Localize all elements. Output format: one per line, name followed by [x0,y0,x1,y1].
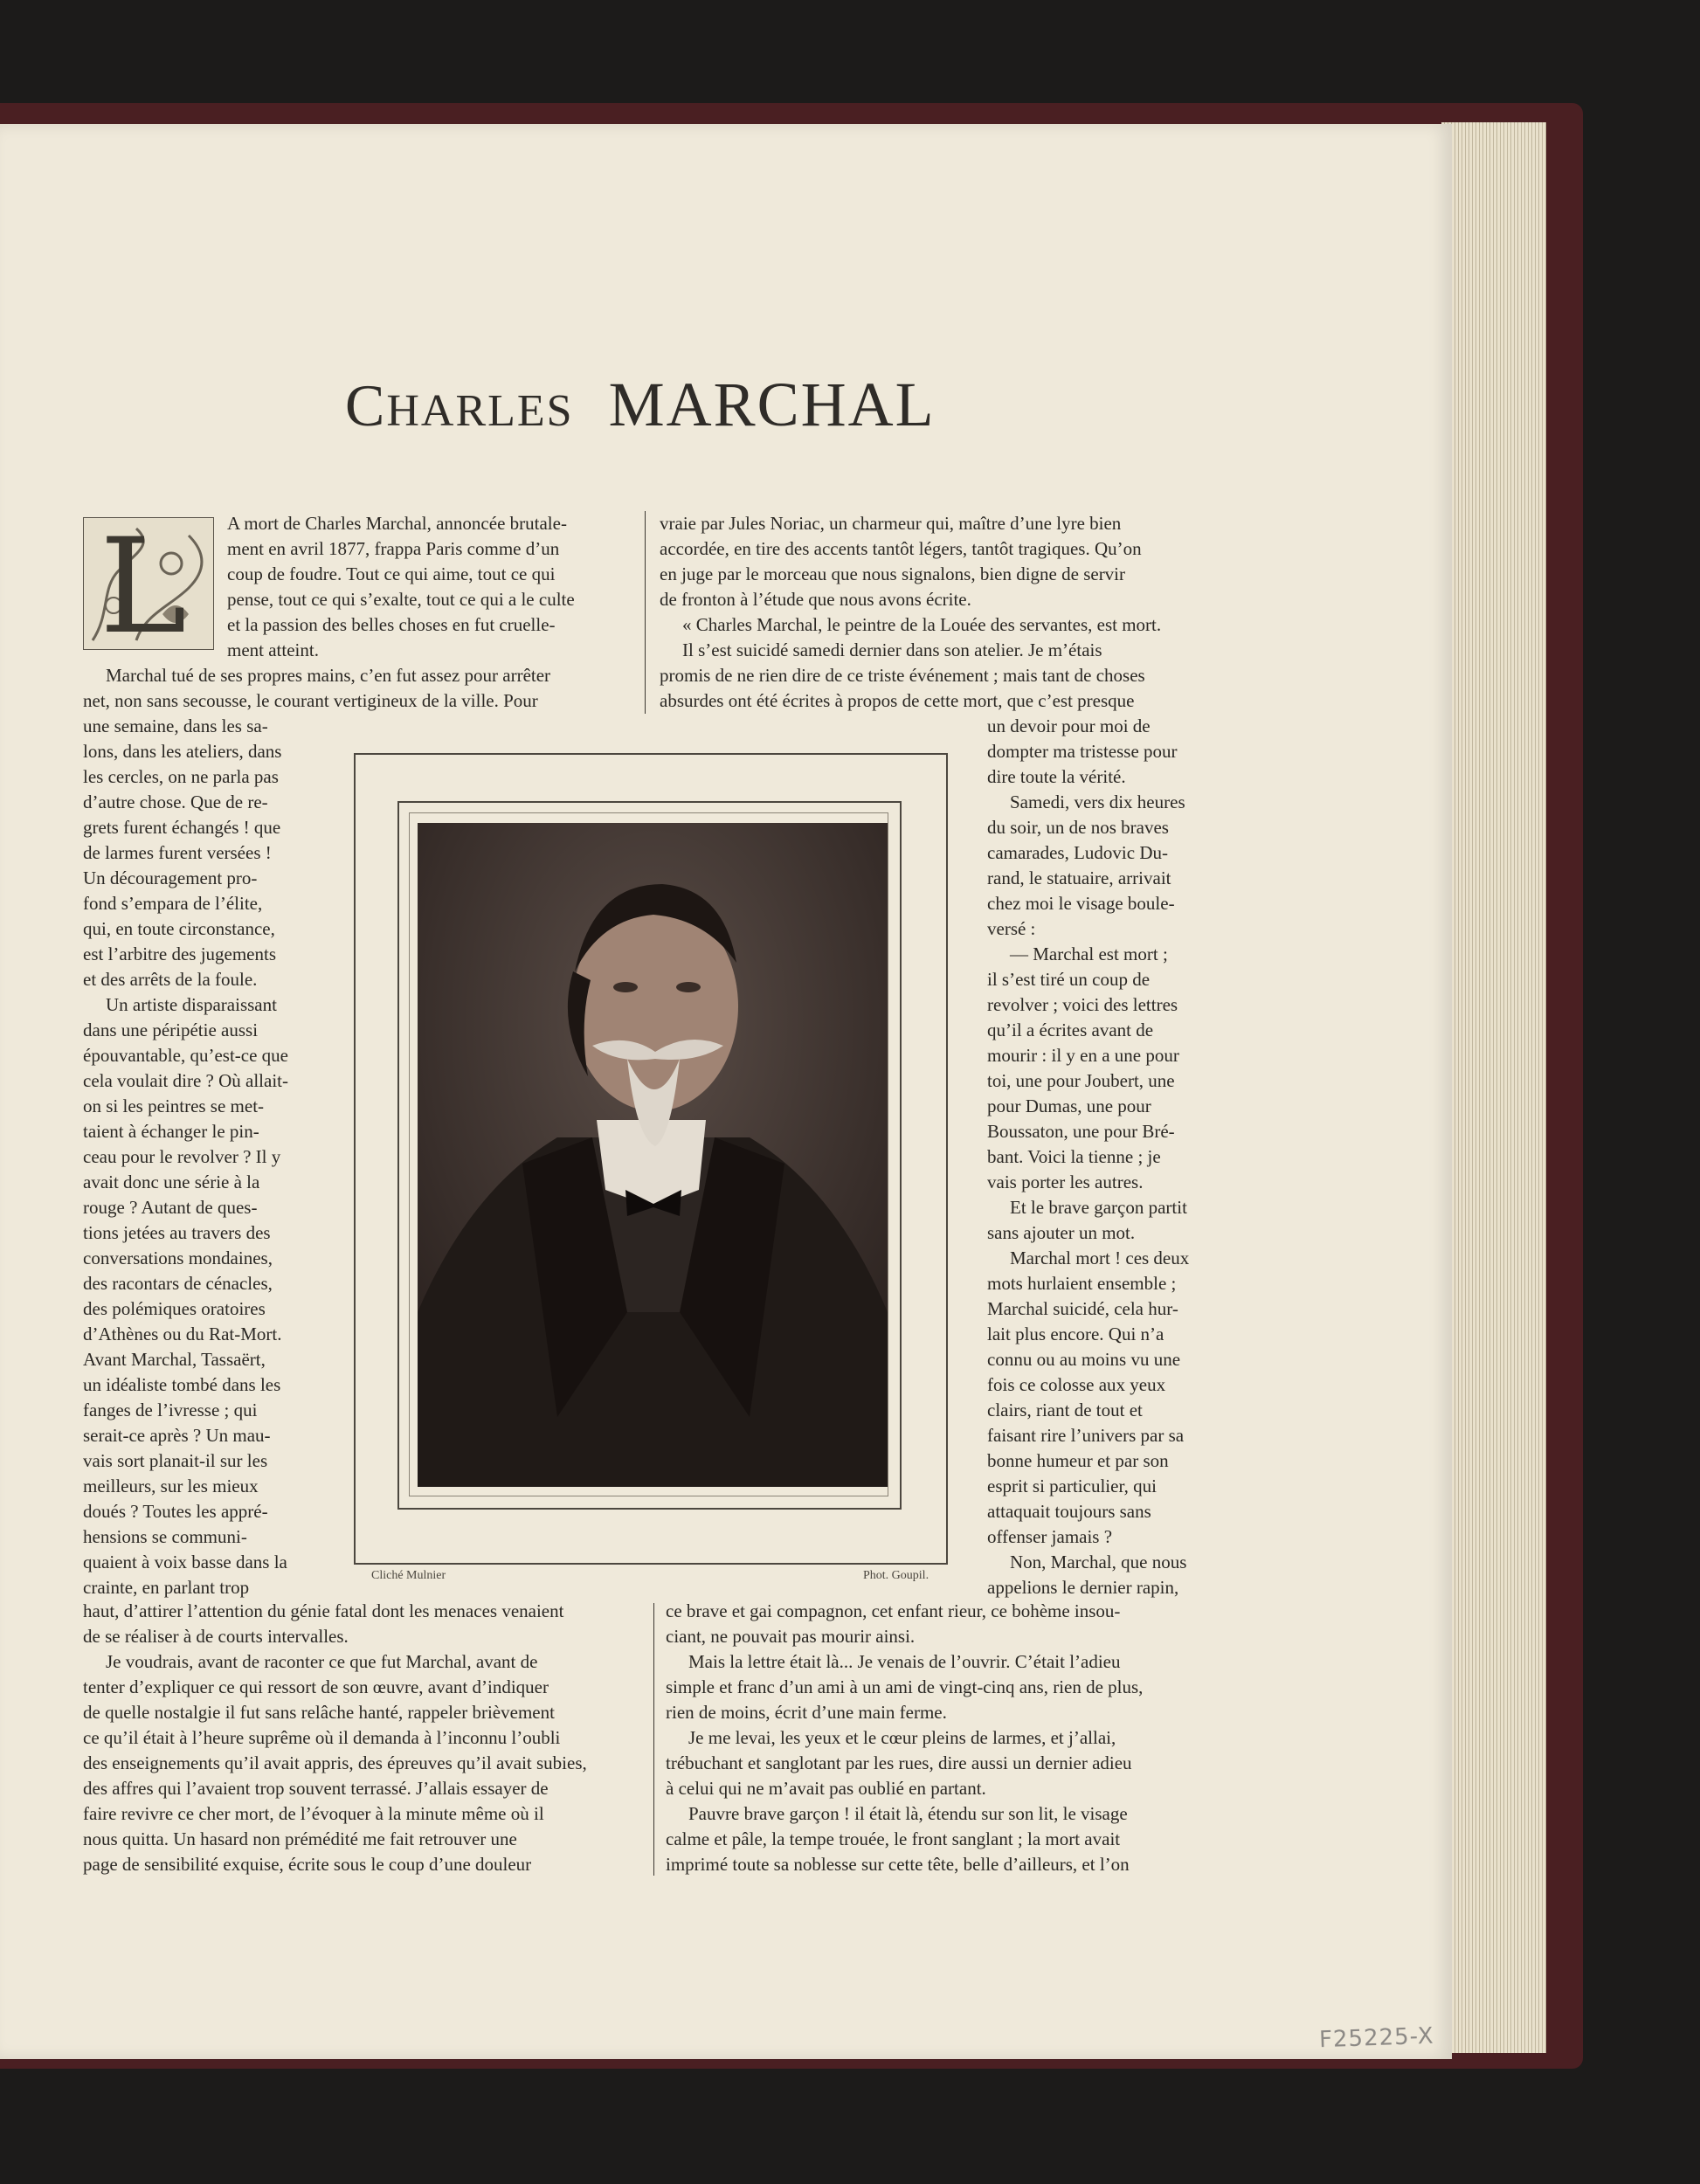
text-line: mots hurlaient ensemble ; [987,1273,1177,1294]
text-line: un idéaliste tombé dans les [83,1374,281,1395]
text-line: versé : [987,918,1036,939]
dropcap-letter: L [100,511,187,663]
text-line: taient à échanger le pin- [83,1121,259,1142]
text-line: fois ce colosse aux yeux [987,1374,1166,1395]
text-line: grets furent échangés ! que [83,817,281,838]
portrait-photo [418,823,888,1487]
text-line: Et le brave garçon partit [1010,1197,1187,1218]
text-line: conversations mondaines, [83,1248,273,1268]
text-line: on si les peintres se met- [83,1095,265,1116]
text-line: lait plus encore. Qui n’a [987,1324,1164,1344]
text-line: avait donc une série à la [83,1171,260,1192]
text-line: revolver ; voici des lettres [987,994,1178,1015]
text-line: faisant rire l’univers par sa [987,1425,1185,1446]
text-line: Marchal suicidé, cela hur- [987,1298,1178,1319]
text-line: quaient à voix basse dans la [83,1552,287,1572]
photo-credit-right: Phot. Goupil. [863,1569,929,1582]
text-line: mourir : il y en a une pour [987,1045,1179,1066]
catalog-stamp: F25225-X [1318,2022,1435,2054]
photo-credit-left: Cliché Mulnier [371,1569,446,1582]
text-line: hensions se communi- [83,1526,247,1547]
text-line: fond s’empara de l’élite, [83,893,263,914]
page-title: CHARLES MARCHAL [345,370,936,439]
text-line: les cercles, on ne parla pas [83,766,279,787]
text-line: Non, Marchal, que nous [1010,1552,1187,1572]
col2-bottom: ce brave et gai compagnon, cet enfant rieur, ce bohème insou- ciant, ne pouvait pas mourir ainsi. Mais la lettre était là... Je venais de l’ouvrir. C’était l’adieu simple et franc d’un ami à un ami de vingt-cinq ans, rien de plus, rien de moins, écrit d’une main ferme. Je me levai, les yeux et le cœur pleins de larmes, et j’allai, trébuchant et sanglotant par les rues, dire aussi un dernier adieu à celui qui ne m’avait pas oublié en partant. Pauvre brave garçon ! il était là, étendu sur son lit, le visage calme et pâle, la tempe trouée, le front sanglant ; la mort avait imprimé toute sa noblesse sur cette tête, belle d’ailleurs, et l’on [666,1600,1144,1875]
text-line: du soir, un de nos braves [987,817,1169,838]
text-line: attaquait toujours sans [987,1501,1151,1522]
text-line: doués ? Toutes les appré- [83,1501,268,1522]
text-line: Un découragement pro- [83,867,258,888]
text-line: bonne humeur et par son [987,1450,1169,1471]
col2-top: vraie par Jules Noriac, un charmeur qui, maître d’une lyre bien accordée, en tire des accents tantôt légers, tantôt tragiques. Qu’on en juge par le morceau que nous signalons, bien digne de servir de fronton à l’étude que nous avons écrite. « Charles Marchal, le peintre de la Louée des servantes, est mort. Il s’est suicidé samedi dernier dans son atelier. Je m’étais promis de ne rien dire de ce triste événement ; mais tant de choses absurdes ont été écrites à propos de cette mort, que c’est presque [660,513,1162,711]
text-line: épouvantable, qu’est-ce que [83,1045,288,1066]
column-rule-bottom [653,1603,654,1876]
text-line: clairs, riant de tout et [987,1400,1143,1420]
portrait-image [418,823,888,1487]
text-line: offenser jamais ? [987,1526,1113,1547]
text-line: Boussaton, une pour Bré- [987,1121,1175,1142]
text-line: serait-ce après ? Un mau- [83,1425,271,1446]
col1-top: A mort de Charles Marchal, annoncée brutale- ment en avril 1877, frappa Paris comme d’un coup de foudre. Tout ce qui aime, tout ce qui pense, tout ce qui s’exalte, tout ce qui a le culte et la passion des belles choses en fut cruelle- ment atteint. Marchal tué de ses propres mains, c’en fut assez pour arrêter net, non sans secousse, le courant vertigineux de la ville. Pour [83,513,575,711]
col1-narrow [83,714,308,1600]
text-line: — Marchal est mort ; [1010,943,1168,964]
text-line: Samedi, vers dix heures [1010,791,1185,812]
text-line: tions jetées au travers des [83,1222,271,1243]
text-line: des polémiques oratoires [83,1298,266,1319]
page-edges [1441,122,1546,2053]
col1-bottom: haut, d’attirer l’attention du génie fatal dont les menaces venaient de se réaliser à de courts intervalles. Je voudrais, avant de raconter ce que fut Marchal, avant de tenter d’expliquer ce qui ressort de son œuvre, avant d’indiquer de quelle nostalgie il fut sans relâche hanté, rappeler brièvement ce qu’il était à l’heure suprême où il demanda à l’inconnu l’oubli des enseignements qu’il avait appris, des épreuves qu’il avait subies, des affres qui l’avaient trop souvent terrassé. J’allais essayer de faire revivre ce cher mort, de l’évoquer à la minute même où il nous quitta. Un hasard non prémédité me fait retrouver une page de sensibilité exquise, écrite sous le coup d’une douleur [83,1600,587,1875]
text-line: chez moi le visage boule- [987,893,1175,914]
text-line: dompter ma tristesse pour [987,741,1178,762]
text-line: fanges de l’ivresse ; qui [83,1400,258,1420]
text-line: Avant Marchal, Tassaërt, [83,1349,266,1370]
text-line: crainte, en parlant trop [83,1577,250,1598]
text-line: un devoir pour moi de [987,715,1151,736]
text-line: sans ajouter un mot. [987,1222,1136,1243]
text-line: camarades, Ludovic Du- [987,842,1168,863]
text-line: des racontars de cénacles, [83,1273,273,1294]
text-line: d’autre chose. Que de re- [83,791,268,812]
text-line: cela voulait dire ? Où allait- [83,1070,288,1091]
text-line: et des arrêts de la foule. [83,969,258,990]
text-line: il s’est tiré un coup de [987,969,1151,990]
text-line: pour Dumas, une pour [987,1095,1151,1116]
text-line: vais porter les autres. [987,1171,1144,1192]
text-line: dire toute la vérité. [987,766,1126,787]
text-line: lons, dans les ateliers, dans [83,741,282,762]
text-line: ceau pour le revolver ? Il y [83,1146,281,1167]
text-line: de larmes furent versées ! [83,842,272,863]
text-line: une semaine, dans les sa- [83,715,268,736]
col2-narrow [987,714,1214,1600]
text-line: rouge ? Autant de ques- [83,1197,258,1218]
text-line: meilleurs, sur les mieux [83,1476,259,1496]
text-line: appelions le dernier rapin, [987,1577,1179,1598]
text-line: connu ou au moins vu une [987,1349,1181,1370]
text-line: rand, le statuaire, arrivait [987,867,1171,888]
text-line: Un artiste disparaissant [106,994,277,1015]
text-line: bant. Voici la tienne ; je [987,1146,1161,1167]
text-line: qui, en toute circonstance, [83,918,275,939]
column-rule-top [645,511,646,714]
text-line: d’Athènes ou du Rat-Mort. [83,1324,282,1344]
text-line: Marchal mort ! ces deux [1010,1248,1190,1268]
text-line: dans une péripétie aussi [83,1019,259,1040]
text-line: toi, une pour Joubert, une [987,1070,1175,1091]
text-line: esprit si particulier, qui [987,1476,1157,1496]
text-line: vais sort planait-il sur les [83,1450,268,1471]
text-line: est l’arbitre des jugements [83,943,277,964]
text-line: qu’il a écrites avant de [987,1019,1154,1040]
